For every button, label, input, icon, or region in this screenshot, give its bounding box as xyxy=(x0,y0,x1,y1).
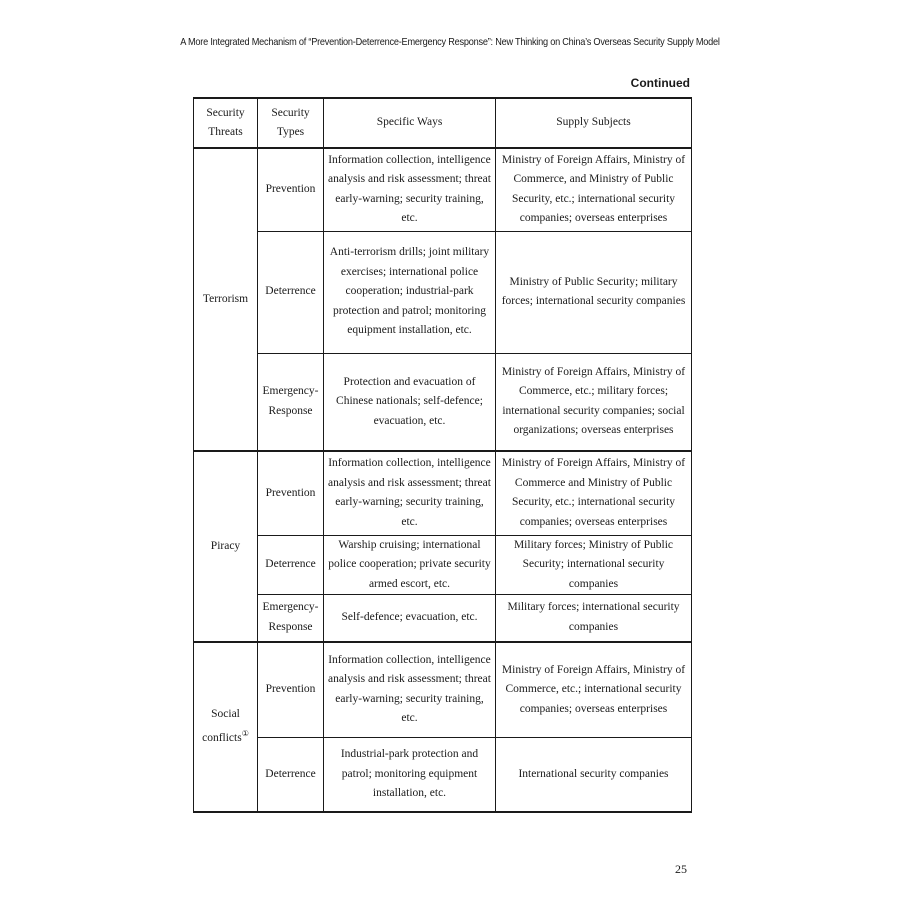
table-row xyxy=(194,595,692,642)
ways-cell: Industrial-park protection and patrol; monitoring equipment installation, etc. xyxy=(324,738,496,812)
threat-label: Social conflicts xyxy=(202,707,242,744)
header-supply-subjects: Supply Subjects xyxy=(496,98,692,148)
table-row xyxy=(194,231,692,353)
subjects-cell: Military forces; Ministry of Public Security; international security companies xyxy=(496,535,692,595)
type-cell: Prevention xyxy=(258,642,324,738)
type-cell: Emergency-Response xyxy=(258,353,324,451)
table-row xyxy=(194,353,692,451)
type-cell: Emergency-Response xyxy=(258,595,324,642)
ways-cell: Self-defence; evacuation, etc. xyxy=(324,595,496,642)
ways-cell: Protection and evacuation of Chinese nationals; self-defence; evacuation, etc. xyxy=(324,353,496,451)
type-cell: Deterrence xyxy=(258,738,324,812)
subjects-cell: Ministry of Foreign Affairs, Ministry of Commerce and Ministry of Public Security, etc.; international security companies; overseas enterprises xyxy=(496,451,692,535)
ways-cell: Warship cruising; international police cooperation; private security armed escort, etc. xyxy=(324,535,496,595)
ways-cell: Information collection, intelligence analysis and risk assessment; threat early-warning; security training, etc. xyxy=(324,148,496,231)
type-cell: Prevention xyxy=(258,451,324,535)
header-security-threats: Security Threats xyxy=(194,98,258,148)
type-cell: Deterrence xyxy=(258,231,324,353)
threat-cell-piracy: Piracy xyxy=(194,451,258,642)
table-row xyxy=(194,535,692,595)
subjects-cell: International security companies xyxy=(496,738,692,812)
subjects-cell: Ministry of Foreign Affairs, Ministry of Commerce, and Ministry of Public Security, etc.; international security companies; overseas enterprises xyxy=(496,148,692,231)
header-security-types: Security Types xyxy=(258,98,324,148)
header-specific-ways: Specific Ways xyxy=(324,98,496,148)
subjects-cell: Ministry of Foreign Affairs, Ministry of Commerce, etc.; military forces; international security companies; social organizations; overseas enterprises xyxy=(496,353,692,451)
subjects-cell: Ministry of Public Security; military forces; international security companies xyxy=(496,231,692,353)
table-row xyxy=(194,738,692,812)
ways-cell: Anti-terrorism drills; joint military exercises; international police cooperation; industrial-park protection and patrol; monitoring equipment installation, etc. xyxy=(324,231,496,353)
continued-label: Continued xyxy=(630,76,690,90)
table-row xyxy=(194,148,692,231)
table-row xyxy=(194,642,692,738)
running-head: A More Integrated Mechanism of “Prevention-Deterrence-Emergency Response”: New Thinking on China’s Overseas Security Supply Model xyxy=(180,37,720,48)
subjects-cell: Military forces; international security companies xyxy=(496,595,692,642)
security-supply-table xyxy=(193,97,692,813)
footnote-marker[interactable]: ① xyxy=(241,729,249,739)
ways-cell: Information collection, intelligence analysis and risk assessment; threat early-warning; security training, etc. xyxy=(324,642,496,738)
table-header-row xyxy=(194,98,692,148)
type-cell: Deterrence xyxy=(258,535,324,595)
type-cell: Prevention xyxy=(258,148,324,231)
threat-cell-terrorism: Terrorism xyxy=(194,148,258,451)
threat-cell-social-conflicts xyxy=(194,642,258,812)
subjects-cell: Ministry of Foreign Affairs, Ministry of Commerce, etc.; international security companies; overseas enterprises xyxy=(496,642,692,738)
page-number: 25 xyxy=(675,862,687,876)
ways-cell: Information collection, intelligence analysis and risk assessment; threat early-warning; security training, etc. xyxy=(324,451,496,535)
table-row xyxy=(194,451,692,535)
